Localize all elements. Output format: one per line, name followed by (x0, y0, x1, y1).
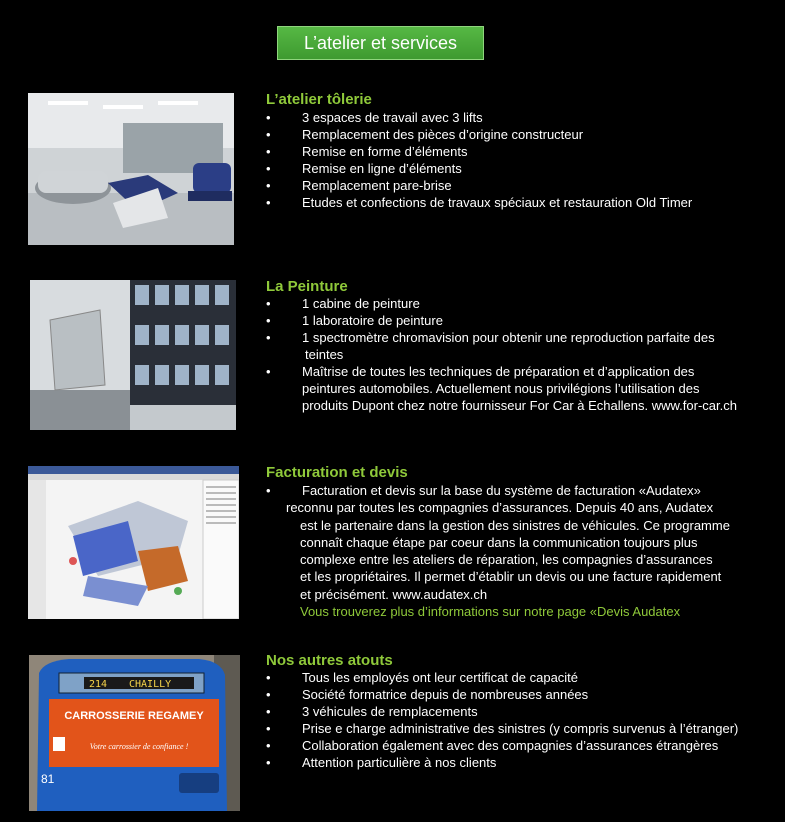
list-item: • Remise en forme d’éléments (266, 144, 468, 159)
list-item: • Remplacement pare-brise (266, 178, 452, 193)
list-item: • Remplacement des pièces d’origine constructeur (266, 127, 584, 142)
list-item: • Maîtrise de toutes les techniques de préparation et d’application des peintures automobiles. Actuellement nous privilégions l’utilisation des produits Dupont chez notre fournisseur For Car à Echallens. www.for-car.ch (266, 364, 737, 413)
paint-booth-photo (30, 280, 236, 430)
list-item: • Société formatrice depuis de nombreuses années (266, 687, 589, 702)
section-heading-atouts: Nos autres atouts (266, 652, 393, 669)
workshop-photo (28, 93, 234, 245)
audatex-screenshot (28, 466, 239, 619)
list-item: • Collaboration également avec des compagnies d’assurances étrangères (266, 738, 719, 753)
page-title: L’atelier et services (277, 26, 484, 60)
bus-route: 214 (89, 679, 108, 690)
list-item: • 3 espaces de travail avec 3 lifts (266, 110, 483, 125)
audatex-page-link[interactable]: Vous trouverez plus d’informations sur notre page «Devis Audatex (300, 604, 681, 620)
peinture-list (266, 295, 737, 414)
atouts-list (266, 669, 738, 771)
bus-brand: CARROSSERIE REGAMEY (64, 710, 204, 722)
section-heading-atelier: L’atelier tôlerie (266, 91, 372, 108)
bus-destination: CHAILLY (129, 679, 172, 690)
bus-photo (29, 655, 240, 811)
list-item: • Etudes et confections de travaux spéciaux et restauration Old Timer (266, 195, 693, 210)
list-item: • Prise e charge administrative des sinistres (y compris survenus à l’étranger) (266, 721, 739, 736)
list-item: • Attention particulière à nos clients (266, 755, 497, 770)
facturation-text: • Facturation et devis sur la base du système de facturation «Audatex» reconnu par toutes les compagnies d’assurances. Depuis 40 ans, Audatex est le partenaire dans la gestion des sinistres de véhicules. Ce programme connaît chaque étape par coeur dans la communication toujours plus complexe entre les ateliers de réparation, les compagnies d’assurances et les propriétaires. Il permet d’établir un devis ou une facture rapidement et précisément. www.audatex.ch Vous trouverez plus d’informations sur notre page «Devis Audatex (266, 483, 730, 620)
list-item: • Remise en ligne d’éléments (266, 161, 462, 176)
section-heading-peinture: La Peinture (266, 278, 348, 295)
list-item: • 3 véhicules de remplacements (266, 704, 478, 719)
list-item: • 1 laboratoire de peinture (266, 313, 443, 328)
atelier-list (266, 109, 692, 211)
list-item: • 1 spectromètre chromavision pour obtenir une reproduction parfaite des teintes (266, 330, 715, 362)
bus-slogan: Votre carrossier de confiance ! (89, 742, 189, 751)
list-item: • 1 cabine de peinture (266, 296, 420, 311)
bus-fleet-number: 81 (41, 772, 55, 786)
section-heading-facturation: Facturation et devis (266, 464, 408, 481)
list-item: • Tous les employés ont leur certificat de capacité (266, 670, 579, 685)
